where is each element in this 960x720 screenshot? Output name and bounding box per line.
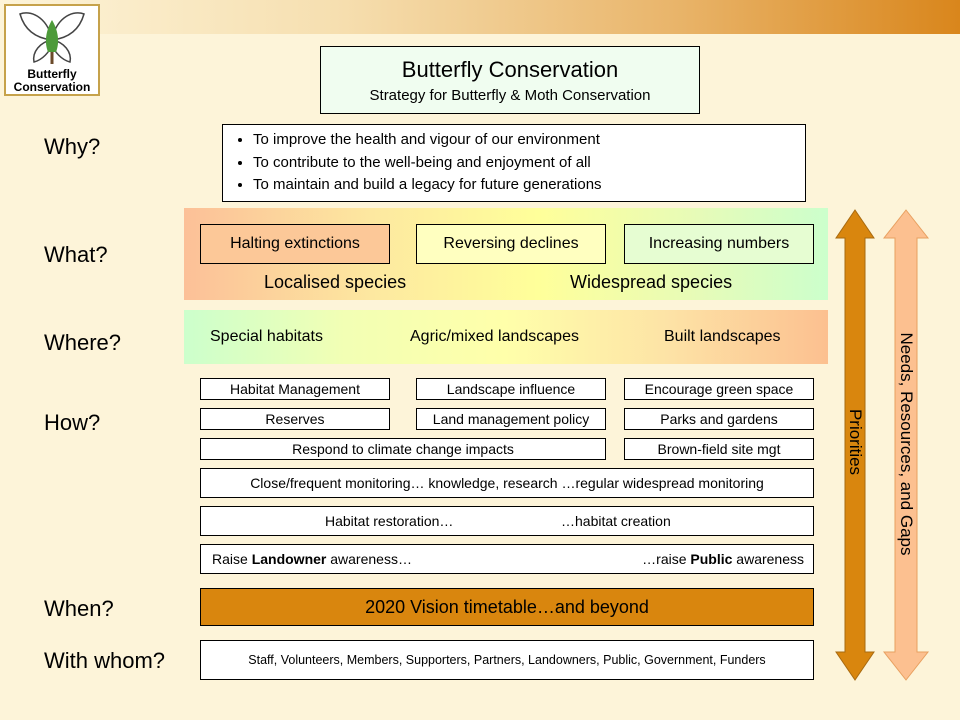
- how-parks-and-gardens: Parks and gardens: [624, 408, 814, 430]
- label-how: How?: [44, 410, 101, 435]
- awareness-right-post: awareness: [732, 551, 804, 567]
- why-list: [233, 129, 795, 197]
- restoration-left: Habitat restoration…: [325, 513, 454, 529]
- how-brownfield-site: Brown-field site mgt: [624, 438, 814, 460]
- where-agric-landscapes: Agric/mixed landscapes: [410, 328, 579, 345]
- how-monitoring: Close/frequent monitoring… knowledge, research …regular widespread monitoring: [200, 468, 814, 498]
- title-box: [320, 46, 700, 114]
- logo-text-line2: Conservation: [13, 80, 91, 94]
- why-item: • To improve the health and vigour of our environment: [253, 129, 795, 152]
- butterfly-conservation-logo: [4, 4, 100, 96]
- what-increasing-numbers: Increasing numbers: [624, 224, 814, 264]
- why-box: [222, 124, 806, 202]
- how-landscape-influence: Landscape influence: [416, 378, 606, 400]
- label-what: What?: [44, 242, 108, 267]
- awareness-left-post: awareness…: [326, 551, 412, 567]
- priorities-label: Priorities: [846, 408, 865, 476]
- page-subtitle: Strategy for Butterfly & Moth Conservation: [369, 87, 651, 104]
- where-built-landscapes: Built landscapes: [664, 328, 781, 345]
- how-habitat-restoration: [200, 506, 814, 536]
- label-why: Why?: [44, 134, 101, 159]
- how-encourage-green-space: Encourage green space: [624, 378, 814, 400]
- where-special-habitats: Special habitats: [210, 328, 323, 345]
- awareness-left-bold: Landowner: [251, 551, 327, 567]
- why-item: • To maintain and build a legacy for future generations: [253, 174, 795, 197]
- how-reserves: Reserves: [200, 408, 390, 430]
- logo-text-line1: Butterfly: [27, 67, 77, 81]
- label-where: Where?: [44, 330, 122, 355]
- when-timetable: 2020 Vision timetable…and beyond: [200, 588, 814, 626]
- awareness-left-pre: Raise: [212, 551, 252, 567]
- butterfly-icon: [16, 8, 88, 68]
- label-with-whom: With whom?: [44, 648, 166, 673]
- awareness-left: [212, 545, 412, 573]
- awareness-right: [642, 545, 804, 573]
- why-item: • To contribute to the well-being and enjoyment of all: [253, 152, 795, 175]
- header-gradient-bar: [0, 0, 960, 34]
- how-land-management-policy: Land management policy: [416, 408, 606, 430]
- needs-resources-gaps-label: Needs, Resources, and Gaps: [897, 332, 916, 556]
- what-reversing-declines: Reversing declines: [416, 224, 606, 264]
- localised-species-label: Localised species: [264, 272, 407, 292]
- awareness-right-pre: …raise: [642, 551, 691, 567]
- what-halting-extinctions: Halting extinctions: [200, 224, 390, 264]
- awareness-right-bold: Public: [690, 551, 733, 567]
- how-climate-change: Respond to climate change impacts: [200, 438, 606, 460]
- how-habitat-management: Habitat Management: [200, 378, 390, 400]
- how-awareness: [200, 544, 814, 574]
- with-whom-list: Staff, Volunteers, Members, Supporters, Partners, Landowners, Public, Government, Funders: [200, 640, 814, 680]
- widespread-species-label: Widespread species: [570, 272, 733, 292]
- restoration-right: …habitat creation: [561, 513, 671, 529]
- page-title: Butterfly Conservation: [401, 57, 619, 82]
- label-when: When?: [44, 596, 114, 621]
